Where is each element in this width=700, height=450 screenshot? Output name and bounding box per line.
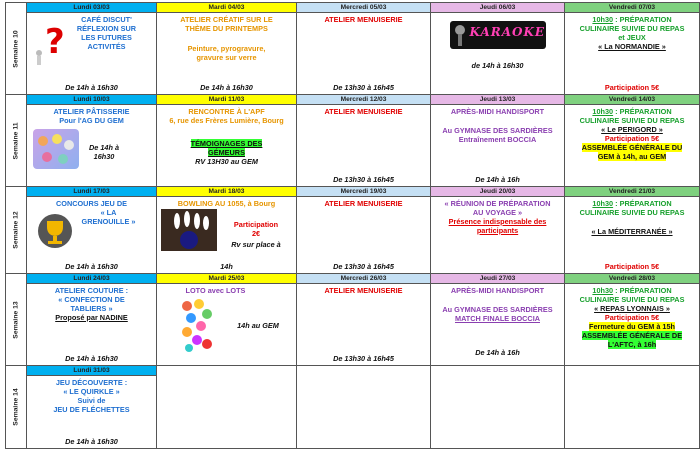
- activity-title: TABLIERS »: [70, 304, 113, 313]
- day-cell-wednesday: [297, 274, 431, 366]
- activity-line: : PRÉPARATION: [613, 286, 672, 295]
- bowling-icon: [161, 209, 217, 251]
- activity-line: Pour l'AG DU GEM: [59, 116, 124, 125]
- highlight-text: GÉMEURS: [208, 148, 245, 157]
- activity-title: ATELIER COUTURE :: [54, 286, 129, 295]
- day-header: Lundi 17/03: [27, 187, 156, 197]
- day-header: Lundi 24/03: [27, 274, 156, 284]
- week-label-cell: [6, 95, 27, 187]
- activity-time: 16h30: [93, 152, 115, 161]
- activity-title: APRÈS-MIDI HANDISPORT: [450, 286, 545, 295]
- meeting-time: Rv sur place à: [231, 240, 281, 249]
- activity-title: « CONFECTION DE: [58, 295, 125, 304]
- meal-theme: « La NORMANDIE »: [598, 42, 666, 51]
- week-label-cell: [6, 274, 27, 366]
- day-cell-monday: [27, 187, 157, 274]
- day-cell-thursday: [431, 3, 565, 95]
- activity-title: THÈME DU PRINTEMPS: [185, 24, 268, 33]
- price: Participation 5€: [604, 313, 660, 322]
- activity-line: CAFÉ DISCUT': [81, 15, 132, 24]
- activity-title: « RÉUNION DE PRÉPARATION: [444, 199, 551, 208]
- day-cell-tuesday: [157, 95, 297, 187]
- activity-time: 14h au GEM: [237, 321, 279, 330]
- day-cell-wednesday: [297, 3, 431, 95]
- week-row: [6, 187, 700, 274]
- activity-location: Au GYMNASE DES SARDIÈRES: [442, 126, 553, 135]
- activity-note: Présence indispensable des: [448, 217, 547, 226]
- day-cell-tuesday: [157, 274, 297, 366]
- activity-title: « LA: [100, 208, 117, 217]
- day-header: Mercredi 19/03: [297, 187, 430, 197]
- activity-title: CONCOURS JEU DE: [56, 199, 127, 208]
- activity-line: RÉFLEXION SUR: [76, 24, 137, 33]
- price: Participation 5€: [604, 134, 660, 143]
- day-header: Jeudi 20/03: [431, 187, 564, 197]
- day-cell-wednesday: [297, 187, 431, 274]
- day-cell-monday: [27, 95, 157, 187]
- price-label: Participation: [233, 220, 279, 229]
- week-row: [6, 274, 700, 366]
- day-header: Lundi 03/03: [27, 3, 156, 13]
- activity-note: participants: [476, 226, 519, 235]
- day-cell-friday: [565, 3, 700, 95]
- day-header: Jeudi 27/03: [431, 274, 564, 284]
- day-header: Lundi 31/03: [27, 366, 156, 376]
- meeting-time: 14h: [220, 262, 233, 271]
- activity-time: De 14h à 16h30: [200, 83, 253, 92]
- day-cell-empty: [157, 366, 297, 449]
- day-cell-monday: [27, 3, 157, 95]
- activity-time: De 14h à 16h30: [65, 262, 118, 271]
- activity-title: ATELIER CRÉATIF SUR LE: [180, 15, 273, 24]
- meal-theme: « La MÉDITERRANÉE »: [591, 227, 673, 236]
- activity-title: JEU DE FLÉCHETTES: [53, 405, 130, 414]
- activity-line: : PRÉPARATION: [613, 199, 672, 208]
- day-header: Vendredi 14/03: [565, 95, 699, 105]
- day-cell-thursday: [431, 274, 565, 366]
- activity-title: BOWLING AU 1055, à Bourg: [177, 199, 276, 208]
- highlight-text: ASSEMBLÉE GÉNÉRALE DU: [581, 143, 683, 152]
- activity-line: CULINAIRE SUIVIE DU REPAS: [579, 24, 685, 33]
- activity-detail: Entraînement BOCCIA: [458, 135, 537, 144]
- activity-time: De 14h à 16h30: [65, 437, 118, 446]
- activity-location: Au GYMNASE DES SARDIÈRES: [442, 305, 553, 314]
- day-header: Mercredi 12/03: [297, 95, 430, 105]
- day-cell-empty: [565, 366, 700, 449]
- karaoke-logo-text: KARAOKE: [469, 25, 546, 39]
- activity-title: AU VOYAGE »: [472, 208, 523, 217]
- day-cell-friday: [565, 187, 700, 274]
- activity-title: GRENOUILLE »: [81, 217, 136, 226]
- activity-time: De 14h à: [89, 143, 120, 152]
- karaoke-logo: [450, 21, 546, 49]
- day-header: Mardi 11/03: [157, 95, 296, 105]
- activity-time: De 14h à 16h: [475, 175, 520, 184]
- activity-line: et JEUX: [618, 33, 646, 42]
- highlight-text: GEM à 14h, au GEM: [597, 152, 667, 161]
- week-label: Semaine 12: [12, 211, 20, 249]
- activity-time: De 14h à 16h: [475, 348, 520, 357]
- day-header: Mercredi 05/03: [297, 3, 430, 13]
- meal-theme: « REPAS LYONNAIS »: [594, 304, 670, 313]
- activity-time: De 14h à 16h30: [65, 83, 118, 92]
- week-label: Semaine 13: [12, 300, 20, 339]
- day-cell-empty: [297, 366, 431, 449]
- activity-time: De 13h30 à 16h45: [333, 83, 394, 92]
- activity-time: De 13h30 à 16h45: [333, 354, 394, 363]
- activity-address: 6, rue des Frères Lumière, Bourg: [169, 116, 284, 125]
- activity-organizer: Proposé par NADINE: [55, 313, 128, 322]
- meeting-time: RV 13H30 au GEM: [195, 157, 258, 166]
- week-label: Semaine 10: [12, 29, 20, 68]
- week-row: [6, 366, 700, 449]
- week-label-cell: [6, 187, 27, 274]
- price: 2€: [251, 229, 261, 238]
- activity-line: ACTIVITÉS: [87, 42, 126, 51]
- activity-start-time: 10h30: [592, 199, 614, 208]
- activity-start-time: 10h30: [592, 286, 614, 295]
- day-cell-thursday: [431, 95, 565, 187]
- activity-time: de 14h à 16h30: [471, 61, 524, 70]
- activity-title: ATELIER MENUISERIE: [324, 15, 403, 24]
- week-label: Semaine 14: [12, 388, 20, 426]
- activity-line: LES FUTURES: [81, 33, 132, 42]
- price: Participation 5€: [604, 83, 660, 92]
- question-mark-figure-icon: [31, 23, 67, 67]
- day-cell-friday: [565, 274, 700, 366]
- week-label: Semaine 11: [12, 121, 20, 160]
- activity-start-time: 10h30: [592, 107, 614, 116]
- day-header: Mercredi 26/03: [297, 274, 430, 284]
- activity-time: De 13h30 à 16h45: [333, 262, 394, 271]
- activity-line: ATELIER PÂTISSERIE: [53, 107, 130, 116]
- day-cell-thursday: [431, 187, 565, 274]
- activity-title: Suivi de: [77, 396, 106, 405]
- week-label-cell: [6, 366, 27, 449]
- day-cell-monday: [27, 274, 157, 366]
- day-cell-wednesday: [297, 95, 431, 187]
- trophy-icon: [35, 213, 75, 249]
- highlight-text: TÉMOIGNAGES DES: [190, 139, 263, 148]
- day-header: Vendredi 21/03: [565, 187, 699, 197]
- activity-title: ATELIER MENUISERIE: [324, 199, 403, 208]
- day-cell-tuesday: [157, 187, 297, 274]
- day-header: Mardi 18/03: [157, 187, 296, 197]
- day-cell-friday: [565, 95, 700, 187]
- activity-title: LOTO avec LOTS: [185, 286, 246, 295]
- highlight-text: L'AFTC, à 16h: [607, 340, 657, 349]
- schedule-table: [5, 2, 700, 449]
- day-header: Lundi 10/03: [27, 95, 156, 105]
- activity-title: RENCONTRE À L'APF: [188, 107, 265, 116]
- day-cell-monday: [27, 366, 157, 449]
- activity-detail: gravure sur verre: [196, 53, 257, 62]
- activity-detail: MATCH FINALE BOCCIA: [455, 314, 540, 323]
- activity-line: CULINAIRE SUIVIE DU REPAS: [579, 295, 685, 304]
- day-header: Jeudi 13/03: [431, 95, 564, 105]
- activity-start-time: 10h30: [592, 15, 614, 24]
- highlight-text: Fermeture du GEM à 15h: [589, 322, 675, 331]
- activity-line: CULINAIRE SUIVIE DU REPAS: [579, 208, 685, 217]
- highlight-text: ASSEMBLÉE GÉNÉRALE DE: [581, 331, 683, 340]
- day-cell-tuesday: [157, 3, 297, 95]
- activity-time: De 14h à 16h30: [65, 354, 118, 363]
- activity-title: JEU DÉCOUVERTE :: [55, 378, 128, 387]
- day-header: Jeudi 06/03: [431, 3, 564, 13]
- week-label-cell: [6, 3, 27, 95]
- activity-title: ATELIER MENUISERIE: [324, 107, 403, 116]
- week-row: [6, 3, 700, 95]
- pastry-icon: [33, 129, 79, 169]
- meal-theme: « Le PERIGORD »: [601, 125, 663, 134]
- activity-title: APRÈS-MIDI HANDISPORT: [450, 107, 545, 116]
- activity-title: ATELIER MENUISERIE: [324, 286, 403, 295]
- activity-time: De 13h30 à 16h45: [333, 175, 394, 184]
- activity-line: CULINAIRE SUIVIE DU REPAS: [579, 116, 685, 125]
- day-header: Vendredi 07/03: [565, 3, 699, 13]
- activity-line: : PRÉPARATION: [613, 107, 672, 116]
- day-header: Mardi 25/03: [157, 274, 296, 284]
- week-row: [6, 95, 700, 187]
- lotto-balls-icon: [177, 296, 215, 354]
- activity-title: « LE QUIRKLE »: [63, 387, 120, 396]
- day-header: Vendredi 28/03: [565, 274, 699, 284]
- day-header: Mardi 04/03: [157, 3, 296, 13]
- svg-text:?: ?: [45, 23, 65, 62]
- day-cell-empty: [431, 366, 565, 449]
- activity-detail: Peinture, pyrogravure,: [187, 44, 266, 53]
- price: Participation 5€: [604, 262, 660, 271]
- activity-line: : PRÉPARATION: [613, 15, 672, 24]
